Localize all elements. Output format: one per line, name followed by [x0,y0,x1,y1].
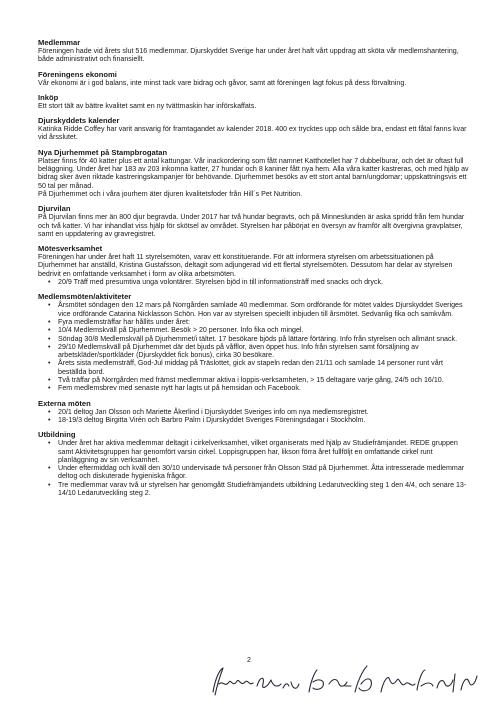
list-item: • Två träffar på Norrgården med främst medlemmar aktiva i loppis-verksamheten, > 15 deltagare varje gång, 24/5 och 16/10. [58,376,471,384]
section-heading: Medlemmar [38,38,81,47]
section-heading: Djurvilan [38,204,71,214]
bullet-list [38,301,471,392]
bullet-list [38,278,471,286]
section-body: Platser finns för 40 katter plus ett antal kattungar. Vår inackordering som fått namnet Katthotellet har 7 dubbelburar, och det är oftast full beläggning. Under året har 183 av 203 inkomna katter, 27 hundar och 8 kaniner fått nya hem. Alla våra katter kastreras, och med hjälp av bidrag sker även riktade kastreringskampanjer för behövande. Djurhemmet besöks av ett stort antal barn/ungdomar; uppskattningsvis ett 50 tal per månad. [38,156,469,190]
section-medlemmar [38,38,471,64]
list-item: • 20/9 Träff med presumtiva unga volontärer. Styrelsen bjöd in till informationsträff med snacks och dryck. [58,278,471,286]
list-item: • Under eftermiddag och kväll den 30/10 undervisade två personer från Olsson Städ på Djurhemmet. Åtta intresserade medlemmar deltog och diskuterade hygieniska frågor. [58,464,471,481]
section-utbildning [38,430,471,497]
section-stampbrogatan [38,148,471,198]
section-heading: Externa möten [38,398,91,408]
list-item: • 20/1 deltog Jan Olsson och Mariette Åkerlind i Djurskyddet Sveriges info om nya medlemsregistret. [58,408,471,416]
section-heading: Medlemsmöten/aktiviteter [38,292,132,302]
section-heading: Djurskyddets kalender [38,116,120,126]
section-heading: Mötesverksamhet [38,244,103,254]
list-item: • Fem medlemsbrev med senaste nytt har lagts ut på hemsidan och Facebook. [58,384,471,392]
list-item: • 29/10 Medlemskväll på Djurhemmet där det bjuds på våfflor, även öppet hus. Info från styrelsen samt försäljning av arbetskläder/sportkläder (Djurskyddet fick bonus), cirka 30 besökare. [58,343,471,360]
section-body: Ett stort tält av bättre kvalitet samt en ny tvättmaskin har införskaffats. [38,101,257,110]
section-body: På Djurvilan finns mer än 800 djur begravda. Under 2017 har två hundar begravts, och på Minneslunden är aska spridd från fem hundar och två katter. Vi har inhandlat viss hjälp för skötsel av området. Styrelsen har påbörjat en översyn av framför allt övergivna gravplatser, samt en uppdatering av gravregistret. [38,213,465,238]
section-body: Katinka Ridde Coffey har varit ansvarig för framtagandet av kalender 2018. 400 ex trycktes upp och sålde bra, endast ett fåtal fanns kvar vid årsslutet. [38,125,467,142]
section-djurvilan [38,204,471,238]
page-number: 2 [247,657,251,664]
list-item: • 18-19/3 deltog Birgitta Virén och Barbro Palm i Djurskyddet Sveriges Föreningsdagar i Stockholm. [58,416,471,424]
section-kalender [38,116,471,142]
section-inkop [38,93,471,110]
section-heading: Inköp [38,92,59,102]
section-body: Föreningen har under året haft 11 styrelsemöten, varav ett konstituerande. För att informera styrelsen om arbetssituationen på Djurhemmet har anställd, Kristina Gustafsson, deltagit som adjungerad vid ett flertal styrelsemöten. Dessutom har delar av styrelsen bedrivit en omfattande verksamhet i form av olika arbetsmöten. [38,253,453,278]
list-item: • Årets sista medlemsträff, God-Jul middag på Träslottet, gick av stapeln redan den 21/11 och samlade 14 personer runt vårt beställda bord. [58,359,471,376]
section-body-2: På Djurhemmet och i våra jourhem äter djuren kvalitetsfoder från Hill´s Pet Nutrition. [38,189,303,198]
section-heading: Utbildning [38,430,76,440]
section-motesverksamhet [38,244,471,286]
section-medlemsmoten [38,292,471,392]
handwritten-signatures [205,662,485,698]
section-heading: Föreningens ekonomi [38,69,117,79]
section-heading: Nya Djurhemmet på Stampbrogatan [38,147,168,157]
section-body: Vår ekonomi är i god balans, inte minst tack vare bidrag och gåvor, samt att föreningen lagt fokus på dess förvaltning. [38,78,407,87]
list-item: • Tre medlemmar varav två ur styrelsen har genomgått Studiefrämjandets utbildning Ledarutveckling steg 1 den 4/4, och senare 13-14/10 Ledarutveckling steg 2. [58,481,471,498]
list-item: • Under året har aktiva medlemmar deltagit i cirkelverksamhet, vilket organiserats med hjälp av Studiefrämjandet. REDE gruppen samt Aktivitetsgruppen har genomfört varsin cirkel. Loppisgruppen har, likson förra året fullföljt en omfattande cirkel runt planläggning av sin verksamhet. [58,439,471,464]
section-body: Föreningen hade vid årets slut 516 medlemmar. Djurskyddet Sverige har under året haft vårt uppdrag att sköta vår medlemshantering, både administrativt och finansiellt. [38,47,459,64]
bullet-list [38,408,471,425]
list-item: • Årsmötet söndagen den 12 mars på Norrgården samlade 40 medlemmar. Som ordförande för mötet valdes Djurskyddet Sveriges vice ordförande Catarina Nicklasson Schön. Hon var av styrelsen speciellt inbjuden till årsmötet. Sedvanlig fika och samkvåm. [58,301,471,318]
bullet-list [38,439,471,497]
list-item: • 10/4 Medlemskväll på Djurhemmet. Besök > 20 personer. Info fika och mingel. [58,326,471,334]
list-item: • Fyra medlemsträffar har hållits under året: [58,318,471,326]
list-item: • Söndag 30/8 Medlemskväll på Djurhemmet/i tältet. 17 besökare bjöds på lättare förtäring. Info från styrelsen och allmänt snack. [58,335,471,343]
section-externa [38,399,471,425]
section-ekonomi [38,70,471,87]
